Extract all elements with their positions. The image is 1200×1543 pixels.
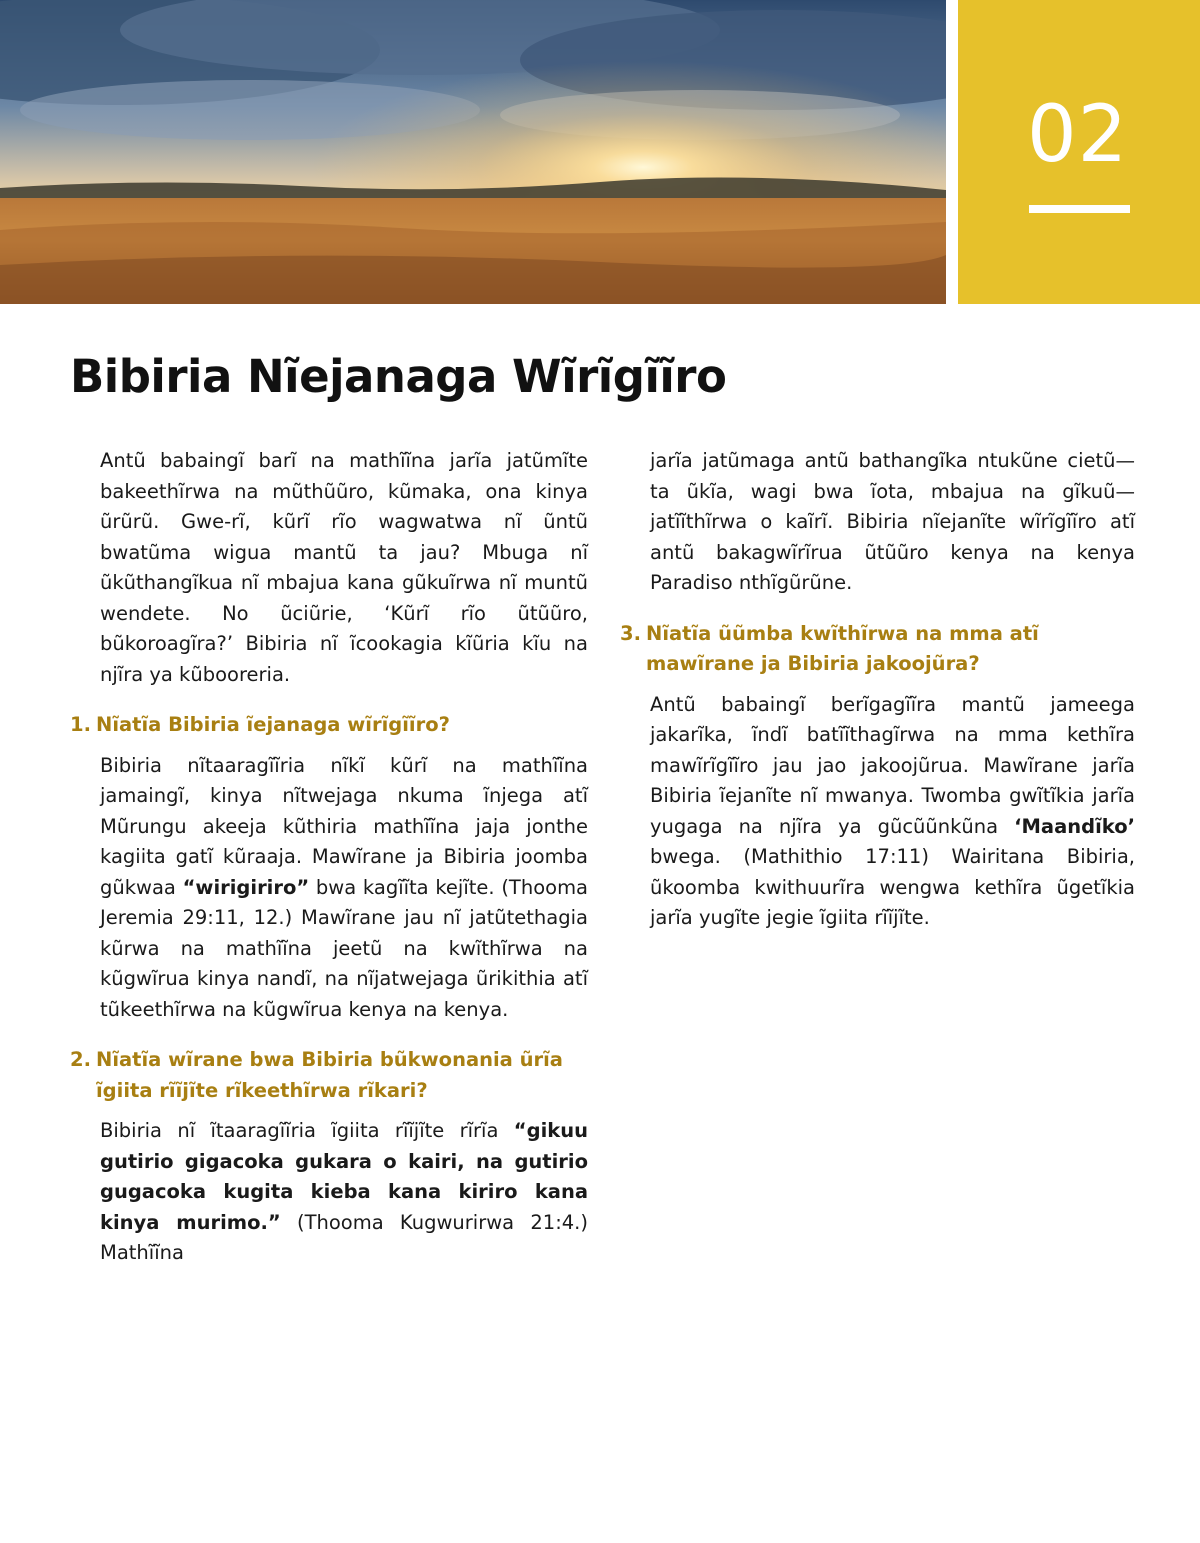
question-2-text: Nĩatĩa wĩrane bwa Bibiria bũkwonania ũrĩa ĩgiita rĩĩjĩte rĩkeethĩrwa rĩkari? [96, 1048, 563, 1102]
question-1-text: Nĩatĩa Bibiria ĩejanaga wĩrĩgĩĩro? [96, 713, 450, 736]
answer-3-text-a: Antũ babaingĩ berĩgagĩĩra mantũ jameega jakarĩka, ĩndĩ batĩĩthagĩrwa na mma kethĩra mawĩrĩgĩĩro jau jao jakoojũrua. Mawĩrane jarĩa Bibiria ĩejanĩte nĩ mwanya. Twomba gwĩtĩkia jarĩa yugaga na njĩra ya gũcũũnkũna [650, 692, 1135, 838]
question-2 [70, 1045, 588, 1106]
answer-3-text-b: bwega. (Mathithio 17:11) Wairitana Bibiria, ũkoomba kwithuurĩra wengwa kethĩra ũgetĩkia jarĩa yugĩte jegie ĩgiita rĩĩjĩte. [650, 845, 1135, 929]
question-3-text: Nĩatĩa ũũmba kwĩthĩrwa na mma atĩ mawĩrane ja Bibiria jakoojũra? [646, 621, 1039, 675]
question-3 [620, 619, 1135, 680]
question-2-number: 2. [70, 1048, 91, 1071]
hero-image [0, 0, 946, 304]
answer-2-text-b: (Thooma Kugwurirwa 21:4.) Mathĩĩna [100, 1210, 588, 1264]
question-1 [70, 710, 588, 741]
answer-2-continuation: jarĩa jatũmaga antũ bathangĩka ntukũne cietũ—ta ũkĩa, wagi bwa ĩota, mbajua na gĩkuũ—jatĩĩthĩrwa o kaĩrĩ. Bibiria nĩejanĩte wĩrĩgĩĩro atĩ antũ bakagwĩrĩrua ũtũũro kenya na kenya Paradiso nthĩgũrũne. [650, 449, 1135, 594]
section-number-underline [1029, 205, 1130, 213]
intro-paragraph: Antũ babaingĩ barĩ na mathĩĩna jarĩa jatũmĩte bakeethĩrwa na mũthũũro, kũmaka, ona kinya ũrũrũ. Gwe-rĩ, kũrĩ rĩo wagwatwa nĩ ũntũ bwatũma wigua mantũ ta jau? Mbuga nĩ ũkũthangĩkua nĩ mbajua kana gũkuĩrwa nĩ muntũ wendete. No ũciũrie, ‘Kũrĩ rĩo ũtũũro, bũkoroagĩra?’ Bibiria nĩ ĩcookagia kĩũria kĩu na njĩra ya kũbooreria. [100, 449, 588, 686]
answer-2-text-a: Bibiria nĩ ĩtaaragĩĩria ĩgiita rĩĩjĩte rĩrĩa [100, 1119, 514, 1142]
answer-3-emphasis: ‘Maandĩko’ [1014, 814, 1135, 838]
section-number: 02 [1027, 90, 1129, 180]
page-title: Bibiria Nĩejanaga Wĩrĩgĩĩro [70, 350, 727, 403]
answer-2 [100, 1116, 588, 1269]
answer-3 [650, 690, 1135, 934]
answer-1-text-a: Bibiria nĩtaaragĩĩria nĩkĩ kũrĩ na mathĩĩna jamaingĩ, kinya nĩtwejaga nkuma ĩnjega atĩ Mũrungu akeeja kũthiria mathĩĩna jaja jonthe kagiita gatĩ kũraaja. Mawĩrane ja Bibiria joomba gũkwaa [100, 753, 588, 899]
answer-2-emphasis: “gikuu gutirio gigacoka gukara o kairi, na gutirio gugacoka kugita kieba kana kiriro kana kinya murimo.” [100, 1119, 588, 1234]
answer-1-text-b: bwa kagĩĩta kejĩte. (Thooma Jeremia 29:11, 12.) Mawĩrane jau nĩ jatũtethagia kũrwa na mathĩĩna jeetũ na kwĩthĩrwa na kũgwĩrua kinya nandĩ, na nĩjatwejaga ũrikithia atĩ tũkeethĩrwa na kũgwĩrua kenya na kenya. [100, 875, 589, 1021]
right-column [620, 446, 1135, 954]
question-3-number: 3. [620, 621, 641, 645]
answer-1 [100, 751, 588, 1026]
wheat-field-sunset-illustration [0, 0, 946, 304]
answer-1-emphasis: “wirigiriro” [182, 875, 310, 899]
left-column [70, 446, 588, 1289]
question-1-number: 1. [70, 713, 91, 736]
